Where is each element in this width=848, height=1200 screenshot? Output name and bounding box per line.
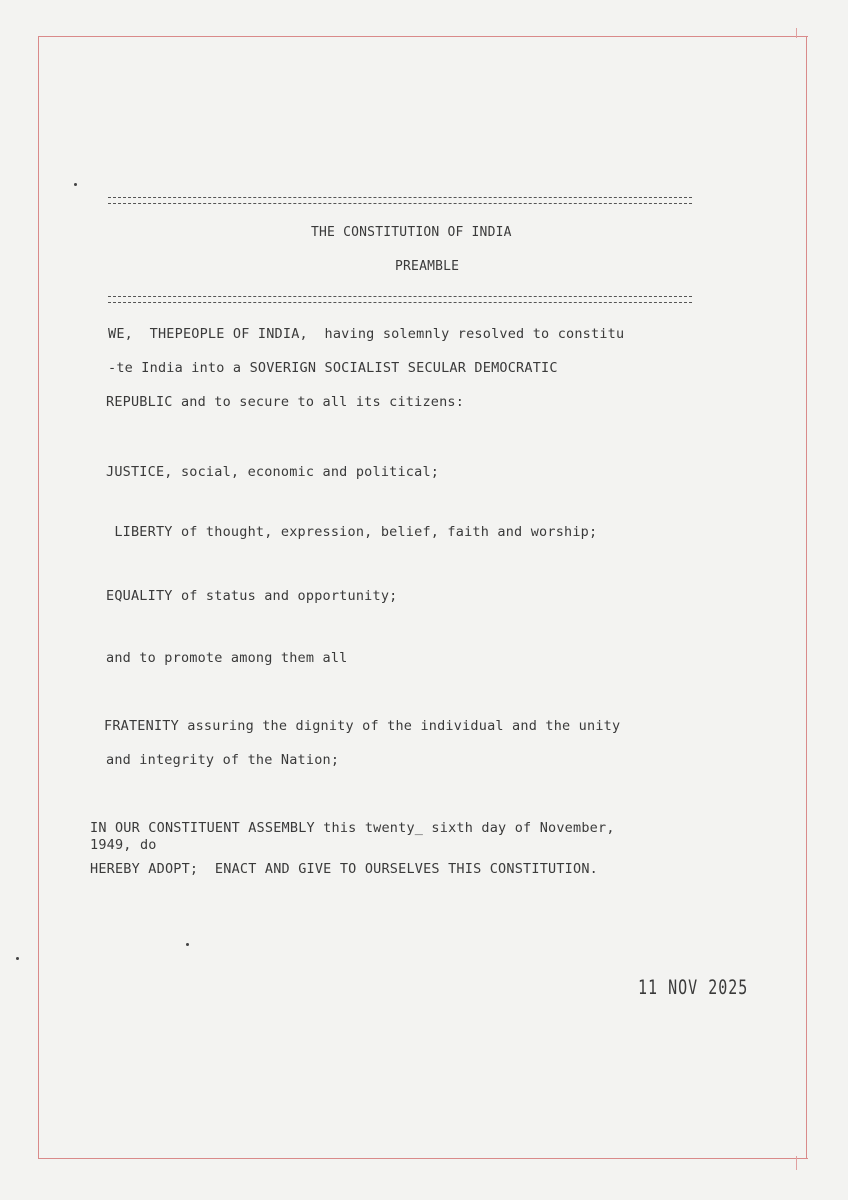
preamble-fraternity: FRATENITY assuring the dignity of the individual and the unity [104,718,621,734]
preamble-liberty: LIBERTY of thought, expression, belief, faith and worship; [106,524,598,540]
ink-speck [186,943,189,946]
preamble-promote: and to promote among them all [106,650,348,666]
corner-mark [796,1156,797,1170]
closing-line: HEREBY ADOPT; ENACT AND GIVE TO OURSELVES THIS CONSTITUTION. [90,861,598,877]
corner-mark [796,28,797,38]
preamble-line: -te India into a SOVERIGN SOCIALIST SECULAR DEMOCRATIC [108,360,558,376]
ink-speck [16,957,19,960]
double-rule-top [108,197,692,204]
margin-border-right [806,36,807,1158]
preamble-justice: JUSTICE, social, economic and political; [106,464,440,480]
ink-speck [74,183,77,186]
margin-border-bottom [38,1158,808,1159]
closing-line: 1949, do [90,837,157,853]
document-heading: THE CONSTITUTION OF INDIA [311,225,512,240]
closing-line: IN OUR CONSTITUENT ASSEMBLY this twenty_ sixth day of November, [90,820,615,836]
preamble-line: and integrity of the Nation; [106,752,340,768]
double-rule-bottom [108,296,692,303]
preamble-equality: EQUALITY of status and opportunity; [106,588,398,604]
preamble-line: REPUBLIC and to secure to all its citizens: [106,394,465,410]
margin-border-left [38,36,39,1158]
preamble-line: WE, THEPEOPLE OF INDIA, having solemnly resolved to constitu [108,326,625,342]
document-subheading: PREAMBLE [395,259,460,274]
margin-border-top [38,36,808,37]
date-stamp: 11 NOV 2025 [638,976,749,1000]
